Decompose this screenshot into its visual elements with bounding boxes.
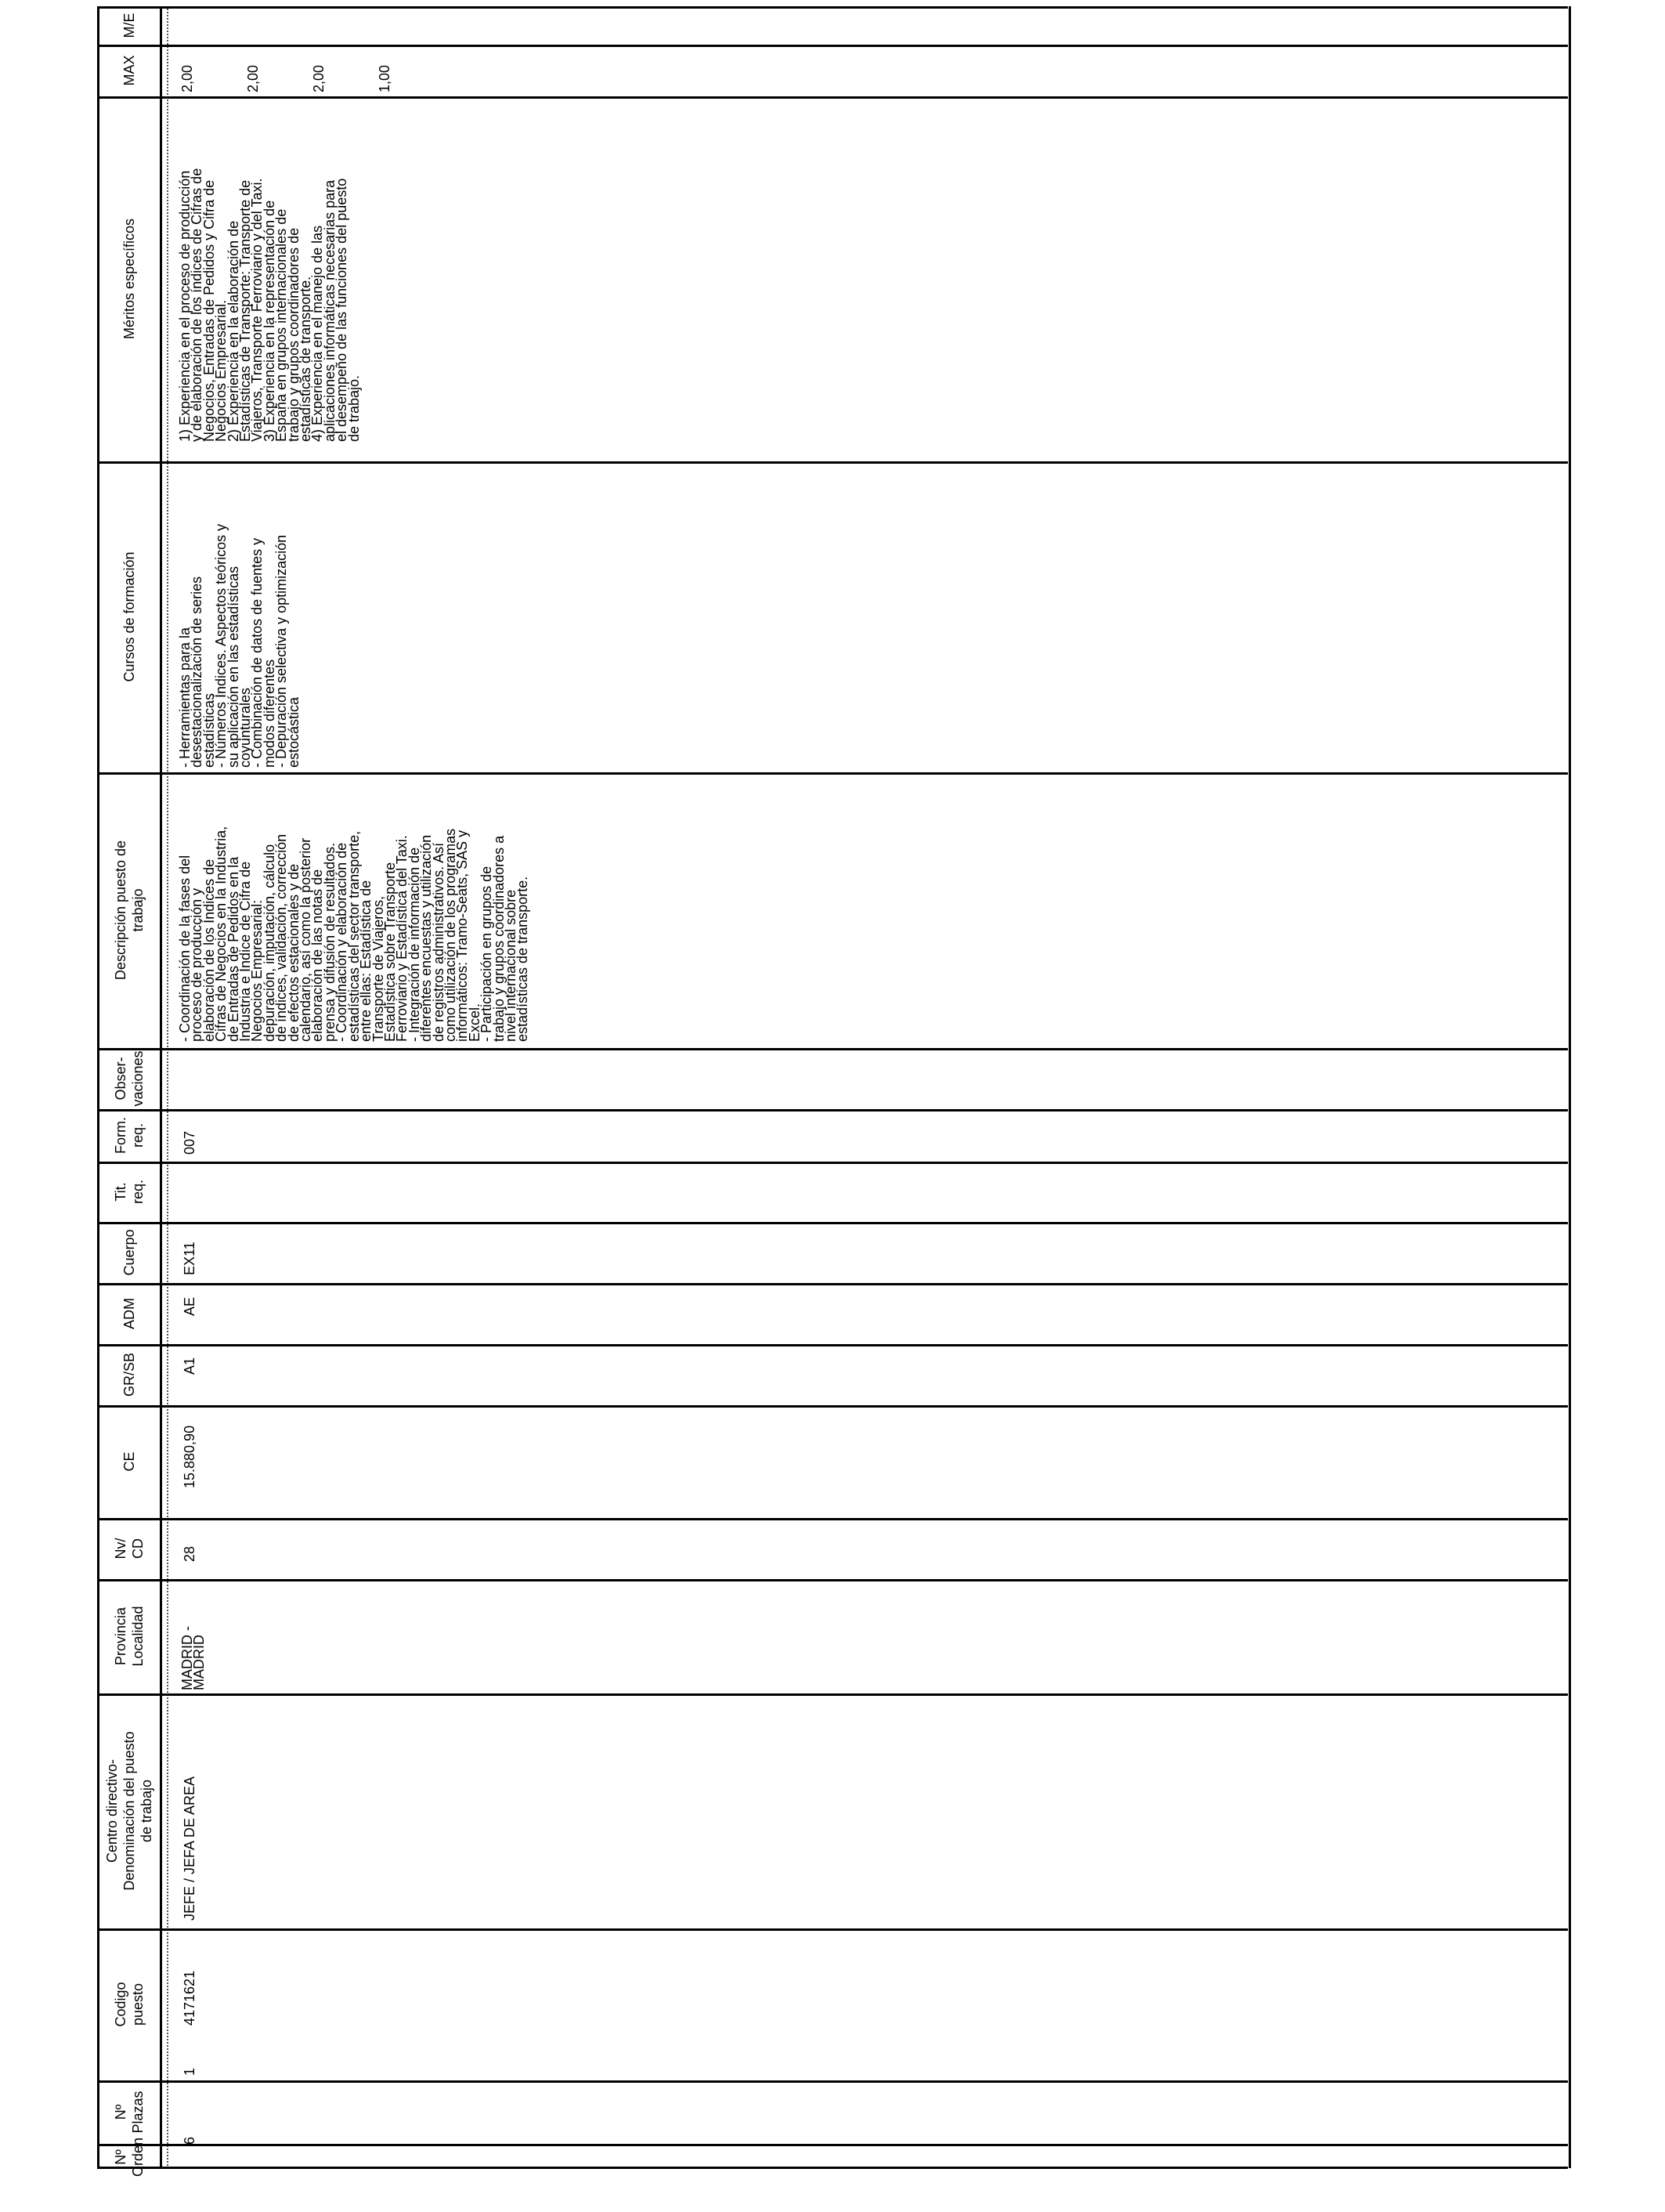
header-max: MAX [121,55,137,86]
row-line [97,45,1568,47]
row-line [97,1579,1568,1581]
meritos-line: el desempeño de las funciones del puesto [334,178,350,442]
cursos-line: estocástica [285,696,302,768]
row-line [97,1518,1568,1520]
descripcion-line: nivel internacional sobre [502,889,518,1042]
row-line [97,96,1568,99]
descripcion-line: - Coordinación de la fases del [177,855,193,1042]
row-line [97,1405,1568,1408]
cell-descripcion [179,826,529,1042]
header-meritos: Méritos específicos [121,218,137,340]
cell-max-3: 2,00 [311,64,327,92]
meritos-line: 1) Experiencia en el proceso de producción [177,170,193,442]
meritos-line: Viajeros, Transporte Ferroviario y del Taxi. [249,178,265,442]
row-line [97,461,1568,464]
header-cuerpo: Cuerpo [121,1229,137,1276]
cell-provincia [179,1626,208,1690]
cell-ce: 15.880,90 [182,1425,197,1488]
descripcion-line: calendario, así como la posterior [298,837,314,1042]
cursos-line: coyunturales [237,687,254,768]
meritos-line: trabajo y grupos coordinadores de [285,227,302,442]
row-line [97,6,1568,9]
provincia-line: MADRID - [179,1626,195,1690]
descripcion-line: - Coordinación y elaboración de [334,842,350,1042]
meritos-line: Negocios Empresarial. [213,299,229,442]
descripcion-line: informáticos: Tramo-Seats, SAS y [454,830,471,1042]
descripcion-line: Negocios Empresarial: [249,899,265,1042]
header-formacion: Form. req. [113,1117,146,1154]
cursos-line: - Herramientas para la [177,627,193,768]
cursos-line: desestacionalización de series [189,576,205,768]
header-orden: Nº Orden [113,2137,146,2178]
header-provincia: Provincia Localidad [113,1606,146,1667]
descripcion-line: entre ellas: Estadística de [358,880,374,1042]
descripcion-line: - Participación en grupos de [479,866,495,1042]
row-line [97,2167,1568,2169]
row-line [97,1109,1568,1111]
cursos-line: - Combinación de datos de fuentes y [249,537,265,768]
meritos-line: 4) Experiencia en el manejo de las [309,225,326,442]
header-observaciones: Obser- vaciones [113,1050,146,1107]
cell-plazas: 1 [182,2067,197,2076]
cell-meritos [179,168,360,442]
meritos-line: Negocios, Entradas de Pedidos y Cifra de [200,179,217,442]
header-descripcion: Descripción puesto de trabajo [113,840,146,981]
descripcion-line: de registros administrativos. Así [430,842,446,1042]
descripcion-line: Ferroviario y Estadística del Taxi. [394,835,410,1042]
descripcion-line: elaboración de las notas de [309,869,326,1042]
cursos-line: modos diferentes [261,659,277,768]
meritos-line: aplicaciones informáticas necesarias para [321,179,338,442]
cell-formacion: 007 [182,1130,197,1155]
row-line [97,1048,1568,1050]
header-nivel: Nv/ CD [113,1538,146,1560]
cursos-line: su aplicación en las estadísticas [225,566,241,768]
descripcion-line: trabajo y grupos coordinadores a [490,835,507,1042]
row-line [97,2144,1568,2146]
cell-max-1: 2,00 [179,64,195,92]
row-line [97,772,1568,775]
cell-codigo: 4171621 [182,1970,197,2026]
dotted-divider [167,6,168,2168]
header-adm: ADM [121,1298,137,1329]
meritos-line: y de elaboración de los índices de Cifras de [189,168,205,442]
header-plazas: Nº Plazas [113,2091,146,2134]
row-line [97,1693,1568,1696]
descripcion-line: Industria e Índice de Cifra de [237,861,254,1042]
meritos-line: estadísticas de transporte. [298,276,314,442]
header-titulacion: Tit. req. [113,1179,146,1205]
cell-max-4: 1,00 [377,64,392,92]
header-codigo: Codigo puesto [113,1982,146,2027]
descripcion-line: depuración, imputación, cálculo [261,844,277,1042]
descripcion-line: proceso de producción y [189,887,205,1042]
descripcion-line: prensa y difusión de resultados. [321,842,338,1042]
meritos-line: Estadísticas de Transporte: Transporte de [237,179,254,442]
header-ce: CE [121,1451,137,1472]
descripcion-line: de índices, validación, corrección [273,833,290,1042]
provincia-line: MADRID [191,1635,208,1690]
descripcion-line: Excel. [466,1003,482,1042]
meritos-line: España en grupos internacionales de [273,208,290,442]
cell-cursos [179,524,300,768]
cell-max-2: 2,00 [245,64,261,92]
meritos-line: de trabajo. [345,374,362,442]
descripcion-line: de Entradas de Pedidos en la [225,856,241,1042]
descripcion-line: de efectos estacionales y de [285,863,302,1042]
descripcion-line: estadísticas del sector transporte, [345,830,362,1042]
cursos-line: - Depuración selectiva y optimización [273,534,290,768]
header-cursos: Cursos de formación [121,551,137,682]
meritos-line: 3) Experiencia en la representación de [261,200,277,442]
cell-adm: AE [182,1296,197,1316]
descripcion-line: diferentes encuestas y utilización [418,834,435,1042]
descripcion-line: Estadística sobre Transporte [381,862,398,1042]
cell-orden: 6 [182,2136,197,2145]
cell-cuerpo: EX11 [182,1242,197,1275]
cursos-line: - Números Índices. Aspectos teóricos y [213,523,229,768]
row-line [97,1162,1568,1164]
row-line [97,1222,1568,1224]
row-line [97,1928,1568,1931]
header-me: M/E [121,13,137,38]
row-line [97,1344,1568,1346]
cursos-line: estadísticas [200,692,217,768]
descripcion-line: como utilización de los programas [442,828,458,1042]
cell-nivel: 28 [182,1545,197,1562]
header-divider [160,6,162,2168]
descripcion-line: elaboración de los Índices de [200,858,217,1042]
table-border-right [1569,6,1571,2168]
row-line [97,2080,1568,2083]
cell-centro: JEFE / JEFA DE AREA [182,1776,197,1921]
header-centro: Centro directivo- Denominación del puesto de trabajo [104,1731,154,1891]
descripcion-line: estadísticas de transporte. [515,876,531,1042]
header-grupo: GR/SB [121,1353,137,1397]
descripcion-line: Transporte de Viajeros, [370,895,386,1042]
cell-grupo: A1 [182,1357,197,1375]
descripcion-line: Cifras de Negocios en la Industria, [213,826,229,1042]
meritos-line: 2) Experiencia en la elaboración de [225,220,241,442]
descripcion-line: - Integración de información de [406,847,422,1042]
row-line [97,1283,1568,1285]
